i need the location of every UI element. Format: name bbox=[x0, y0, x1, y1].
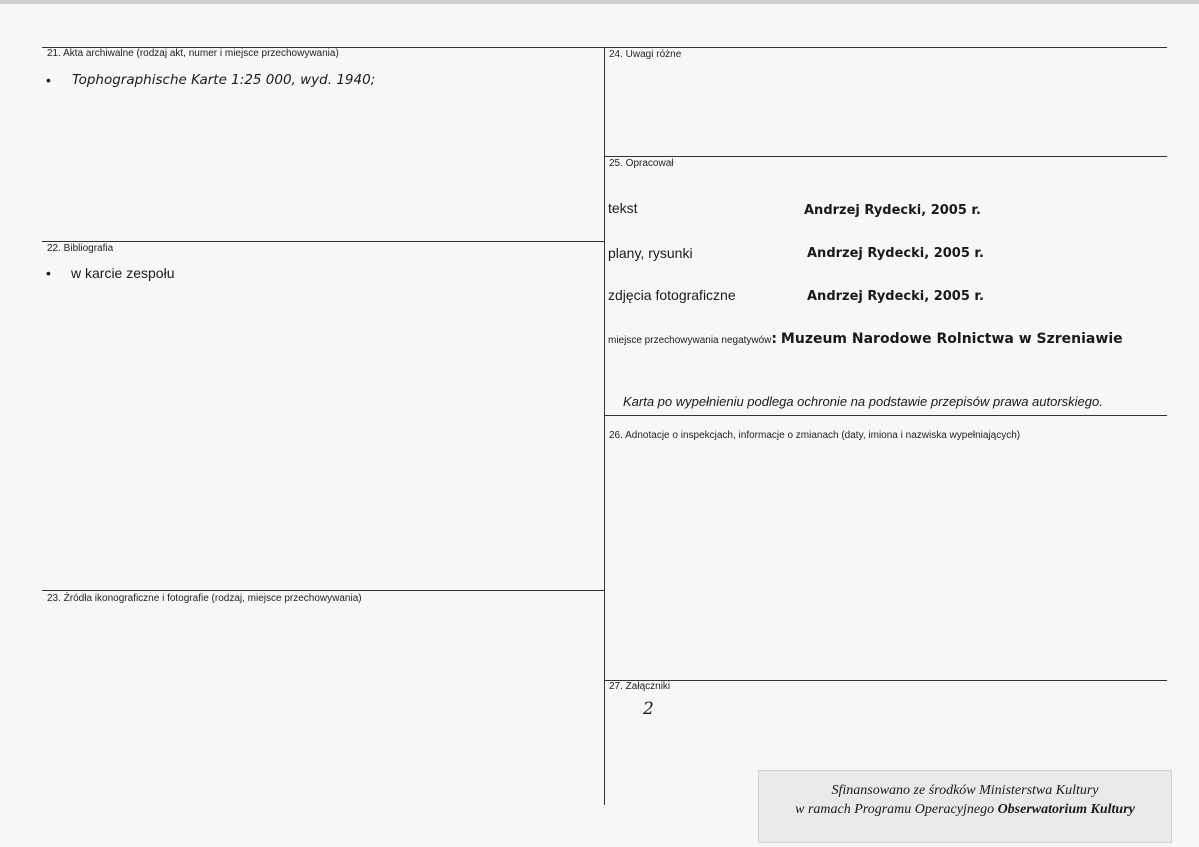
funding-note bbox=[758, 770, 1172, 843]
divider-25-top bbox=[604, 156, 1167, 157]
divider-24-top bbox=[604, 47, 1167, 48]
negatives-value: Muzeum Narodowe Rolnictwa w Szreniawie bbox=[780, 331, 1123, 347]
author-row-value-text: Andrzej Rydecki, 2005 r. bbox=[804, 203, 981, 218]
funding-program-name: Obserwatorium Kultury bbox=[997, 802, 1135, 817]
section-23-label: 23. Źródła ikonograficzne i fotografie (rodzaj, miejsce przechowywania) bbox=[47, 593, 362, 604]
funding-line-1: Sfinansowano ze środków Ministerstwa Kultury bbox=[831, 783, 1099, 798]
divider-22-top bbox=[42, 241, 604, 242]
divider-23-top bbox=[42, 590, 604, 591]
divider-26-top bbox=[604, 415, 1167, 416]
author-row-label-text: tekst bbox=[608, 200, 638, 216]
section-21-label: 21. Akta archiwalne (rodzaj akt, numer i miejsce przechowywania) bbox=[47, 48, 339, 59]
author-row-label-plans: plany, rysunki bbox=[608, 245, 693, 261]
author-row-label-photos: zdjęcia fotograficzne bbox=[608, 287, 736, 303]
bullet-icon: • bbox=[46, 265, 51, 281]
section-26-label: 26. Adnotacje o inspekcjach, informacje o zmianach (daty, imiona i nazwiska wypełniających) bbox=[609, 430, 1021, 441]
copyright-notice: Karta po wypełnieniu podlega ochronie na podstawie przepisów prawa autorskiego. bbox=[623, 394, 1103, 409]
section-21-item: Tophographische Karte 1:25 000, wyd. 1940; bbox=[72, 72, 376, 88]
section-24-label: 24. Uwagi różne bbox=[609, 49, 682, 60]
funding-line-2 bbox=[759, 802, 1171, 818]
negatives-label: miejsce przechowywania negatywów bbox=[608, 335, 772, 346]
author-row-value-photos: Andrzej Rydecki, 2005 r. bbox=[807, 289, 984, 304]
funding-line-2-prefix: w ramach Programu Operacyjnego bbox=[795, 802, 998, 817]
scan-top-edge bbox=[0, 0, 1199, 4]
attachments-count: 2 bbox=[643, 699, 654, 719]
section-22-label: 22. Bibliografia bbox=[47, 243, 114, 254]
column-divider bbox=[604, 47, 605, 805]
negatives-location bbox=[608, 330, 1123, 347]
author-row-value-plans: Andrzej Rydecki, 2005 r. bbox=[807, 246, 984, 261]
section-22-item: w karcie zespołu bbox=[71, 265, 175, 281]
section-25-label: 25. Opracował bbox=[609, 158, 674, 169]
section-27-label: 27. Załączniki bbox=[609, 681, 671, 692]
negatives-colon: : bbox=[771, 331, 778, 347]
divider-27-top bbox=[604, 680, 1167, 681]
bullet-icon: • bbox=[46, 72, 51, 88]
